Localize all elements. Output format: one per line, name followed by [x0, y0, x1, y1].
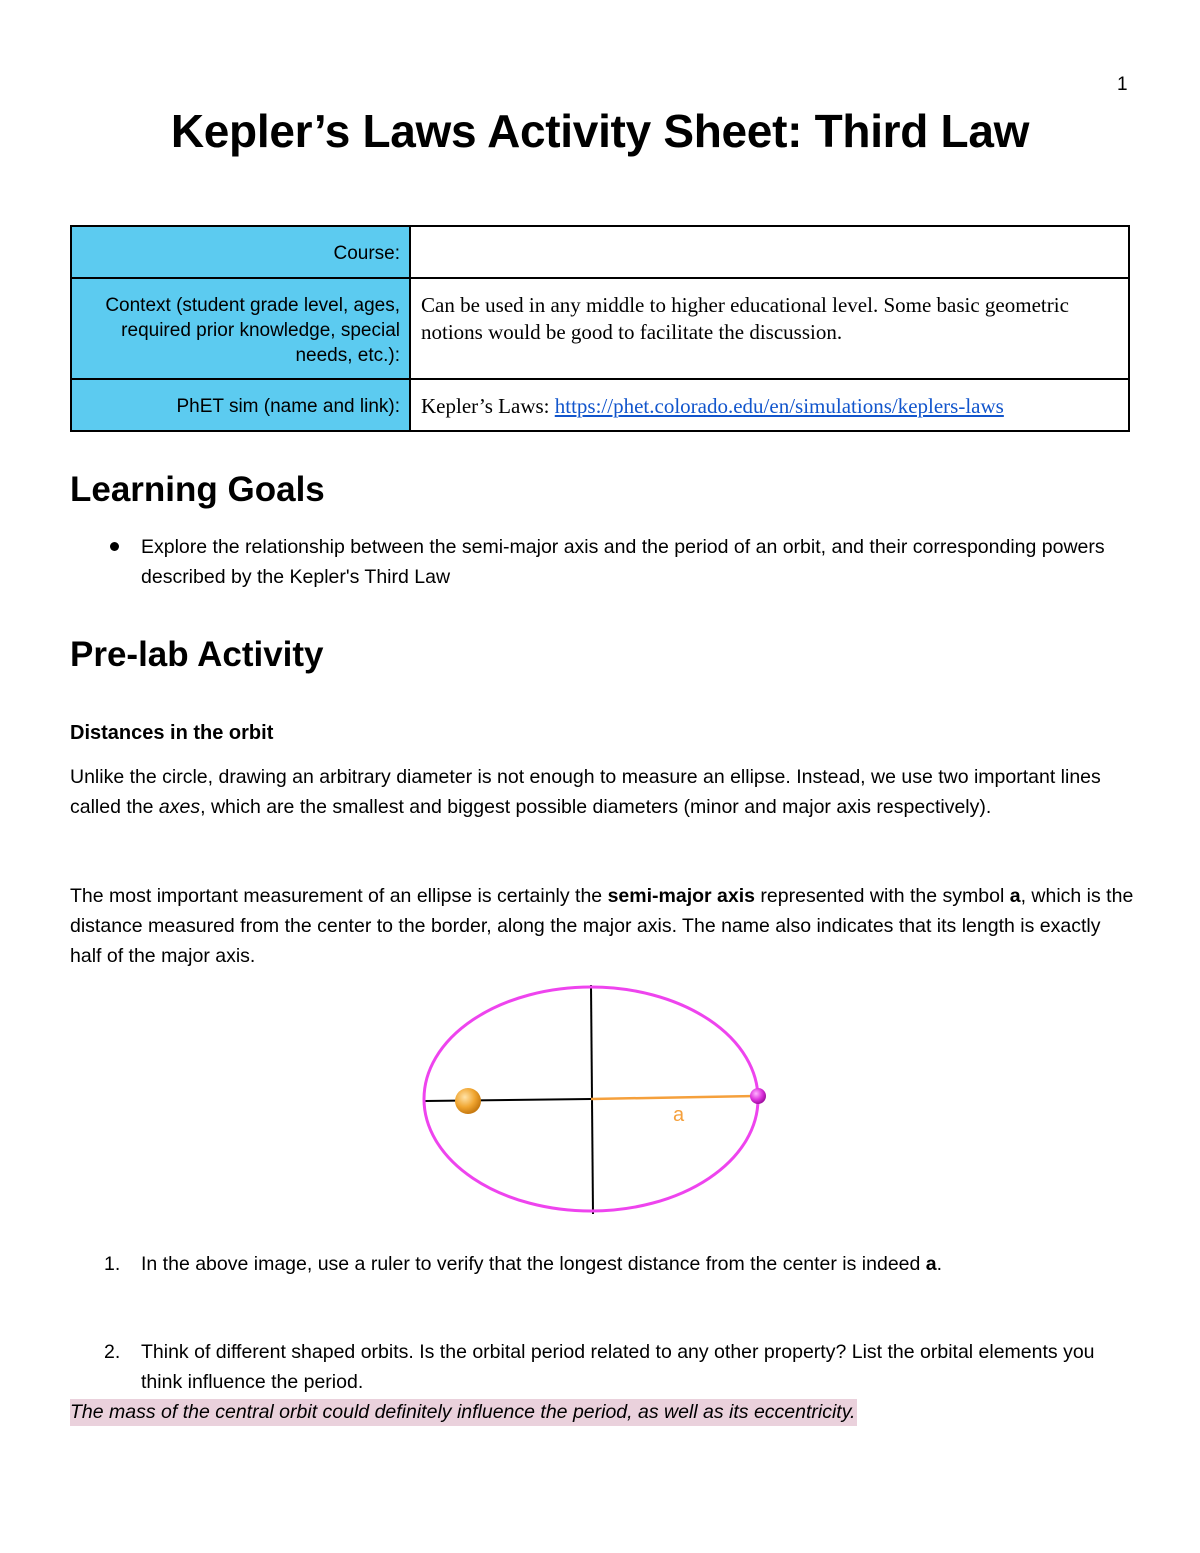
question-1-text-a: In the above image, use a ruler to verify that the longest distance from the center is indeed	[141, 1253, 926, 1275]
table-row-sim	[71, 379, 1129, 431]
semi-major-paragraph	[70, 881, 1135, 971]
page-number: 1	[1117, 74, 1128, 95]
table-row-course	[71, 226, 1129, 278]
planet-icon	[750, 1088, 766, 1104]
prelab-subheading: Distances in the orbit	[70, 722, 274, 744]
sim-link[interactable]: https://phet.colorado.edu/en/simulations/keplers-laws	[554, 394, 1004, 418]
orbit-diagram	[420, 982, 770, 1218]
question-1-text-b: .	[936, 1253, 943, 1275]
question-1-text	[141, 1249, 1131, 1279]
sun-icon	[455, 1088, 481, 1114]
semi-major-text-1: The most important measurement of an ellipse is certainly the	[70, 885, 608, 907]
axes-paragraph	[70, 762, 1135, 822]
question-2-number: 2.	[104, 1341, 121, 1363]
info-table	[70, 225, 1130, 432]
question-1-symbol: a	[925, 1253, 937, 1275]
bullet-icon	[110, 542, 119, 551]
highlighted-answer: The mass of the central orbit could definitely influence the period, as well as its eccentricity.	[70, 1399, 857, 1426]
question-2-text: Think of different shaped orbits. Is the orbital period related to any other property? List the orbital elements you think influence the period.	[141, 1341, 1095, 1393]
major-axis-line	[425, 1099, 591, 1101]
axes-term: axes	[158, 796, 201, 818]
semi-major-label: a	[673, 1104, 685, 1126]
learning-goal-item: Explore the relationship between the semi-major axis and the period of an orbit, and their corresponding powers described by the Kepler's Third Law	[141, 536, 1105, 588]
semi-major-symbol: a	[1009, 885, 1021, 907]
course-value[interactable]	[410, 226, 1129, 278]
page-title: Kepler’s Laws Activity Sheet: Third Law	[170, 105, 1030, 157]
sim-name: Kepler’s Laws:	[421, 394, 550, 418]
sim-label: PhET sim (name and link):	[71, 379, 410, 431]
question-1-number: 1.	[104, 1253, 121, 1275]
semi-major-text-3: , which is the distance measured from the center to the border, along the major axis. The name also indicates that its length is exactly half of the major axis.	[70, 885, 1134, 967]
semi-major-term: semi-major axis	[607, 885, 755, 907]
axes-paragraph-text-1: Unlike the circle, drawing an arbitrary diameter is not enough to measure an ellipse. Instead, we use two important lines called the	[70, 766, 1101, 818]
semi-major-text-2: represented with the symbol	[755, 885, 1010, 907]
prelab-heading: Pre-lab Activity	[70, 635, 324, 674]
axes-paragraph-text-2: , which are the smallest and biggest possible diameters (minor and major axis respectively).	[200, 796, 992, 818]
learning-goals-heading: Learning Goals	[70, 470, 325, 509]
context-value: Can be used in any middle to higher educational level. Some basic geometric notions would be good to facilitate the discussion.	[410, 278, 1129, 379]
course-label: Course:	[71, 226, 410, 278]
context-label: Context (student grade level, ages, required prior knowledge, special needs, etc.):	[71, 278, 410, 379]
sim-value	[410, 379, 1129, 431]
table-row-context	[71, 278, 1129, 379]
semi-major-axis-line	[591, 1096, 756, 1099]
